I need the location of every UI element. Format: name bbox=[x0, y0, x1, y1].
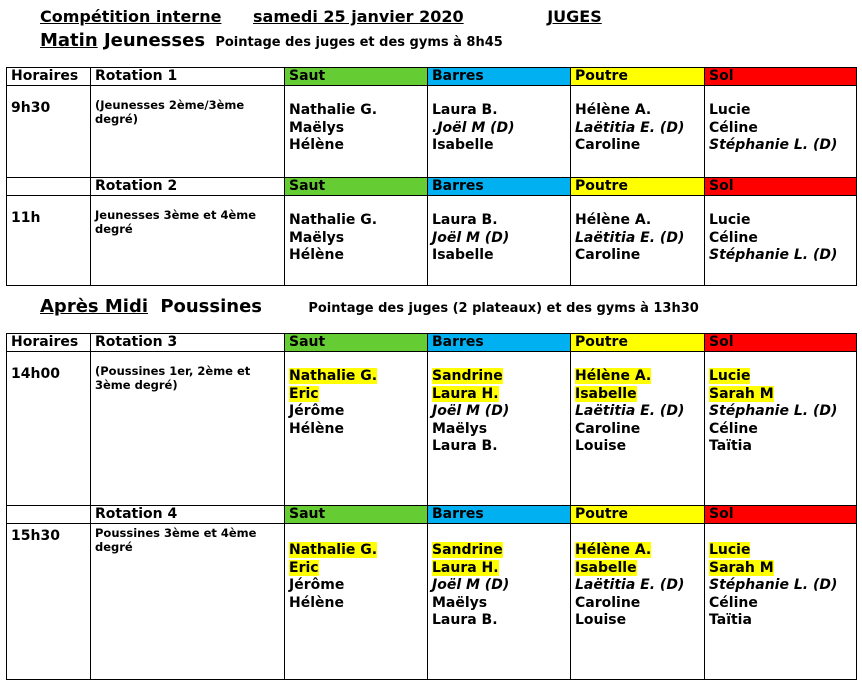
judge: Laura B. bbox=[432, 612, 498, 628]
barres-judges bbox=[428, 524, 571, 680]
barres-header: Barres bbox=[428, 334, 571, 352]
judge: Laëtitia E. (D) bbox=[575, 403, 685, 419]
judge: Taïtia bbox=[709, 612, 752, 628]
rotation-group-text: (Poussines 1er, 2ème et 3ème degré) bbox=[95, 364, 251, 392]
competition-date: samedi 25 janvier 2020 bbox=[253, 7, 464, 26]
judge: Hélène bbox=[289, 420, 344, 437]
judge: Nathalie G. bbox=[289, 212, 378, 228]
rotation-group-text: Jeunesses 3ème et 4ème degré bbox=[95, 208, 257, 236]
judge: Joël M (D) bbox=[432, 403, 510, 419]
judge: Taïtia bbox=[709, 438, 752, 454]
sol-judges bbox=[705, 524, 857, 680]
judge: Isabelle bbox=[432, 137, 494, 153]
judge: Sarah M bbox=[709, 385, 774, 402]
judge: Céline bbox=[709, 420, 758, 437]
judge: Lucie bbox=[709, 212, 751, 228]
rotation-2-header bbox=[7, 178, 857, 196]
judge: Eric bbox=[289, 559, 319, 576]
rotation-1-row bbox=[7, 86, 857, 178]
morning-note: Pointage des juges et des gyms à 8h45 bbox=[215, 35, 503, 50]
poutre-judges bbox=[571, 196, 705, 286]
judge: Hélène A. bbox=[575, 368, 652, 384]
judge: Caroline bbox=[575, 594, 641, 611]
sol-judges bbox=[705, 352, 857, 506]
morning-category: Jeunesses bbox=[103, 30, 206, 51]
judge: Céline bbox=[709, 229, 758, 246]
rotation-3-row bbox=[7, 352, 857, 506]
judge: Nathalie G. bbox=[289, 542, 378, 558]
rotation-name: Rotation 1 bbox=[91, 68, 285, 86]
judge: Isabelle bbox=[432, 247, 494, 263]
afternoon-note: Pointage des juges (2 plateaux) et des gyms à 13h30 bbox=[308, 301, 699, 316]
judge: Isabelle bbox=[575, 385, 637, 402]
judge: Stéphanie L. (D) bbox=[709, 403, 838, 419]
judge: Nathalie G. bbox=[289, 368, 378, 384]
judge: Jérôme bbox=[289, 403, 345, 419]
poutre-header: Poutre bbox=[571, 178, 705, 196]
poutre-header: Poutre bbox=[571, 506, 705, 524]
saut-header: Saut bbox=[285, 506, 428, 524]
judge: Joël M (D) bbox=[432, 577, 510, 593]
rotation-group bbox=[91, 524, 285, 680]
afternoon-table bbox=[6, 333, 857, 680]
barres-header: Barres bbox=[428, 178, 571, 196]
judge: Hélène bbox=[289, 247, 344, 263]
judge: Maëlys bbox=[432, 594, 488, 611]
section-label: JUGES bbox=[547, 7, 602, 26]
sol-judges bbox=[705, 196, 857, 286]
rotation-name: Rotation 3 bbox=[91, 334, 285, 352]
judge: Sandrine bbox=[432, 542, 503, 558]
judge: Lucie bbox=[709, 102, 751, 118]
judge: Caroline bbox=[575, 420, 641, 437]
rotation-name: Rotation 2 bbox=[91, 178, 285, 196]
afternoon-label: Après Midi bbox=[40, 296, 149, 317]
rotation-time: 9h30 bbox=[7, 86, 91, 178]
page-title bbox=[40, 7, 602, 26]
rotation-4-row bbox=[7, 524, 857, 680]
judge: Maëlys bbox=[289, 119, 345, 136]
judge: Céline bbox=[709, 594, 758, 611]
barres-header: Barres bbox=[428, 68, 571, 86]
barres-judges bbox=[428, 196, 571, 286]
horaires-header bbox=[7, 506, 91, 524]
judge: Hélène bbox=[289, 594, 344, 611]
rotation-group bbox=[91, 86, 285, 178]
judge: Laëtitia E. (D) bbox=[575, 229, 685, 246]
judge: Laura B. bbox=[432, 102, 498, 118]
rotation-2-row bbox=[7, 196, 857, 286]
judge: Lucie bbox=[709, 542, 751, 558]
judge: Eric bbox=[289, 385, 319, 402]
saut-header: Saut bbox=[285, 334, 428, 352]
sol-header: Sol bbox=[705, 334, 857, 352]
judge: Hélène A. bbox=[575, 102, 652, 118]
judge: .Joël M (D) bbox=[432, 119, 515, 136]
judge: Joël M (D) bbox=[432, 229, 510, 246]
judge: Maëlys bbox=[432, 420, 488, 437]
horaires-header: Horaires bbox=[7, 68, 91, 86]
rotation-group bbox=[91, 352, 285, 506]
barres-judges bbox=[428, 86, 571, 178]
saut-judges bbox=[285, 352, 428, 506]
rotation-time: 11h bbox=[7, 196, 91, 286]
rotation-4-header bbox=[7, 506, 857, 524]
judge: Céline bbox=[709, 119, 758, 136]
poutre-judges bbox=[571, 524, 705, 680]
rotation-time: 14h00 bbox=[7, 352, 91, 506]
judge: Laura B. bbox=[432, 438, 498, 454]
judge: Lucie bbox=[709, 368, 751, 384]
judge: Sarah M bbox=[709, 559, 774, 576]
rotation-3-header bbox=[7, 334, 857, 352]
saut-judges bbox=[285, 196, 428, 286]
judge: Laura B. bbox=[432, 212, 498, 228]
horaires-header: Horaires bbox=[7, 334, 91, 352]
judge: Hélène bbox=[289, 137, 344, 153]
rotation-time: 15h30 bbox=[7, 524, 91, 680]
barres-header: Barres bbox=[428, 506, 571, 524]
judge: Laëtitia E. (D) bbox=[575, 119, 685, 136]
afternoon-heading bbox=[40, 296, 699, 317]
saut-header: Saut bbox=[285, 178, 428, 196]
poutre-judges bbox=[571, 352, 705, 506]
sol-header: Sol bbox=[705, 68, 857, 86]
judge: Stéphanie L. (D) bbox=[709, 577, 838, 593]
sol-header: Sol bbox=[705, 506, 857, 524]
saut-judges bbox=[285, 86, 428, 178]
poutre-judges bbox=[571, 86, 705, 178]
rotation-group-text: Poussines 3ème et 4ème degré bbox=[95, 526, 257, 554]
judge: Louise bbox=[575, 438, 627, 454]
competition-title: Compétition interne bbox=[40, 7, 222, 26]
judge: Hélène A. bbox=[575, 212, 652, 228]
morning-label: Matin bbox=[40, 30, 98, 51]
rotation-group-text: (Jeunesses 2ème/3ème degré) bbox=[95, 98, 245, 126]
horaires-header bbox=[7, 178, 91, 196]
saut-judges bbox=[285, 524, 428, 680]
sol-judges bbox=[705, 86, 857, 178]
judge: Stéphanie L. (D) bbox=[709, 247, 838, 263]
afternoon-category: Poussines bbox=[160, 296, 263, 317]
judge: Nathalie G. bbox=[289, 102, 378, 118]
rotation-group bbox=[91, 196, 285, 286]
sol-header: Sol bbox=[705, 178, 857, 196]
judge: Louise bbox=[575, 612, 627, 628]
judge: Hélène A. bbox=[575, 542, 652, 558]
poutre-header: Poutre bbox=[571, 68, 705, 86]
judge: Stéphanie L. (D) bbox=[709, 137, 838, 153]
judge: Caroline bbox=[575, 247, 641, 263]
morning-table bbox=[6, 67, 857, 286]
judge: Caroline bbox=[575, 137, 641, 153]
barres-judges bbox=[428, 352, 571, 506]
judge: Jérôme bbox=[289, 577, 345, 593]
rotation-1-header bbox=[7, 68, 857, 86]
judge: Isabelle bbox=[575, 559, 637, 576]
morning-heading bbox=[40, 30, 503, 51]
judge: Maëlys bbox=[289, 229, 345, 246]
poutre-header: Poutre bbox=[571, 334, 705, 352]
judge: Laura H. bbox=[432, 559, 499, 576]
saut-header: Saut bbox=[285, 68, 428, 86]
rotation-name: Rotation 4 bbox=[91, 506, 285, 524]
judge: Sandrine bbox=[432, 368, 503, 384]
judge: Laura H. bbox=[432, 385, 499, 402]
judge: Laëtitia E. (D) bbox=[575, 577, 685, 593]
